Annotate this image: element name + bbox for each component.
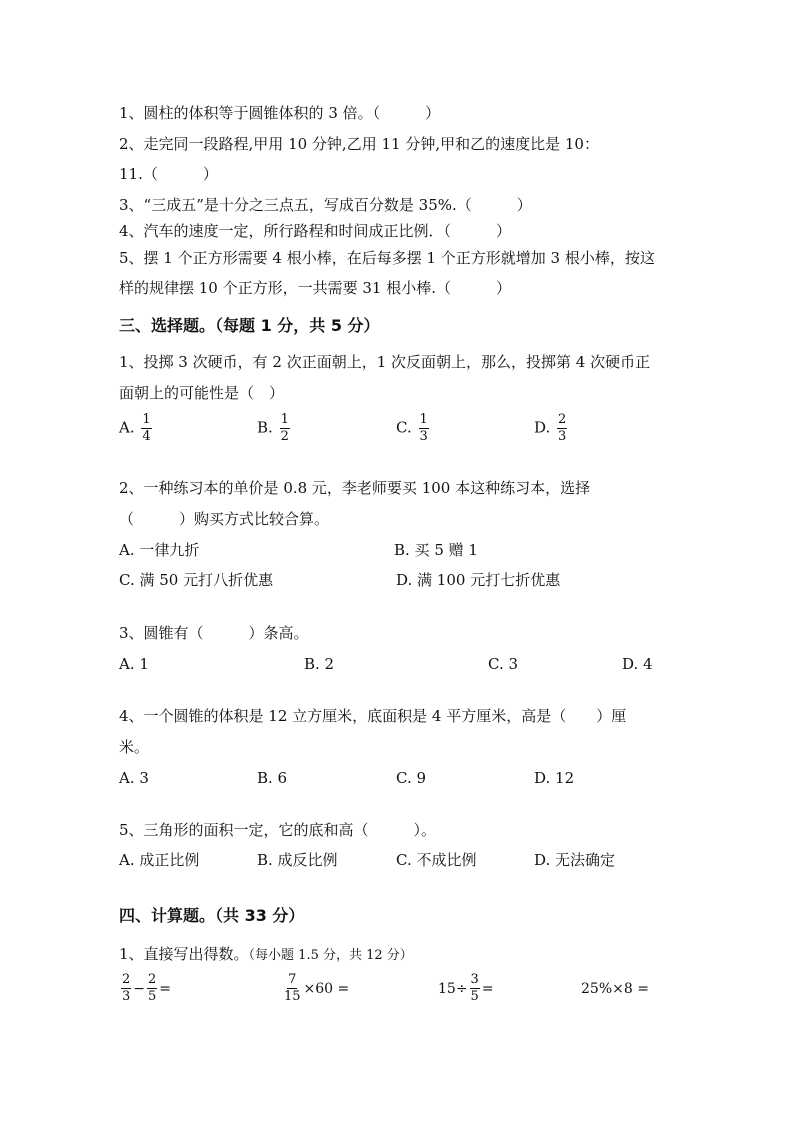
judge-question-4: 4、汽车的速度一定，所行路程和时间成正比例．（ ） [119, 222, 512, 240]
choice-question-2-line1: 2、一种练习本的单价是 0.8 元，李老师要买 100 本这种练习本，选择 [119, 479, 591, 497]
section-3-title: 三、选择题。（每题 1 分，共 5 分） [119, 316, 380, 335]
judge-question-2-line2: 11.（ ） [119, 165, 218, 183]
choice-5-option-d: D. 无法确定 [534, 851, 616, 869]
calc-question-1: 1、直接写出得数。（每小题 1.5 分，共 12 分） [119, 945, 413, 963]
choice-2-option-d: D. 满 100 元打七折优惠 [396, 571, 561, 589]
judge-question-2-line1: 2、走完同一段路程,甲用 10 分钟,乙用 11 分钟,甲和乙的速度比是 10： [119, 135, 599, 153]
choice-2-option-c: C. 满 50 元打八折优惠 [119, 571, 274, 589]
choice-1-option-c: C. $\frac{1}{3}$ [396, 412, 428, 444]
judge-question-3: 3、“三成五”是十分之三点五，写成百分数是 35%.（ ） [119, 196, 532, 214]
choice-4-option-c: C. 9 [396, 769, 427, 787]
choice-3-option-c: C. 3 [488, 655, 519, 673]
choice-4-option-a: A. 3 [119, 769, 149, 787]
calc-expression-2: $\frac{7}{15}$ ×60 = [284, 972, 350, 1004]
calc-expression-1: $\frac{2}{3}$ − $\frac{2}{5}$ = [122, 972, 172, 1004]
calc-expression-3: 15÷ $\frac{3}{5}$ = [438, 972, 494, 1004]
judge-question-1: 1、圆柱的体积等于圆锥体积的 3 倍。（ ） [119, 104, 441, 122]
choice-question-3: 3、圆锥有（ ）条高。 [119, 624, 309, 642]
choice-question-1-line2: 面朝上的可能性是（ ） [119, 384, 285, 402]
choice-question-4-line1: 4、一个圆锥的体积是 12 立方厘米，底面积是 4 平方厘米，高是（ ）厘 [119, 707, 627, 725]
choice-5-option-b: B. 成反比例 [257, 851, 338, 869]
choice-2-option-b: B. 买 5 赠 1 [394, 541, 478, 559]
choice-1-option-d: D. $\frac{2}{3}$ [534, 412, 567, 444]
choice-question-2-line2: （ ）购买方式比较合算。 [119, 510, 330, 528]
judge-question-5-line1: 5、摆 1 个正方形需要 4 根小棒，在后每多摆 1 个正方形就增加 3 根小棒，按这 [119, 249, 655, 267]
choice-question-5: 5、三角形的面积一定，它的底和高（ ）。 [119, 821, 437, 839]
section-4-title: 四、计算题。（共 33 分） [119, 906, 305, 925]
choice-question-1-line1: 1、投掷 3 次硬币，有 2 次正面朝上，1 次反面朝上，那么，投掷第 4 次硬币正 [119, 353, 651, 371]
choice-5-option-c: C. 不成比例 [396, 851, 477, 869]
choice-3-option-a: A. 1 [119, 655, 149, 673]
choice-3-option-b: B. 2 [304, 655, 335, 673]
choice-question-4-line2: 米。 [119, 738, 150, 756]
choice-2-option-a: A. 一律九折 [119, 541, 200, 559]
choice-3-option-d: D. 4 [622, 655, 653, 673]
judge-question-5-line2: 样的规律摆 10 个正方形，一共需要 31 根小棒.（ ） [119, 279, 512, 297]
choice-4-option-b: B. 6 [257, 769, 288, 787]
choice-5-option-a: A. 成正比例 [119, 851, 200, 869]
calc-expression-4: 25%×8 = [581, 981, 649, 997]
choice-1-option-b: B. $\frac{1}{2}$ [257, 412, 289, 444]
choice-1-option-a: A. $\frac{1}{4}$ [119, 412, 151, 444]
choice-4-option-d: D. 12 [534, 769, 575, 787]
